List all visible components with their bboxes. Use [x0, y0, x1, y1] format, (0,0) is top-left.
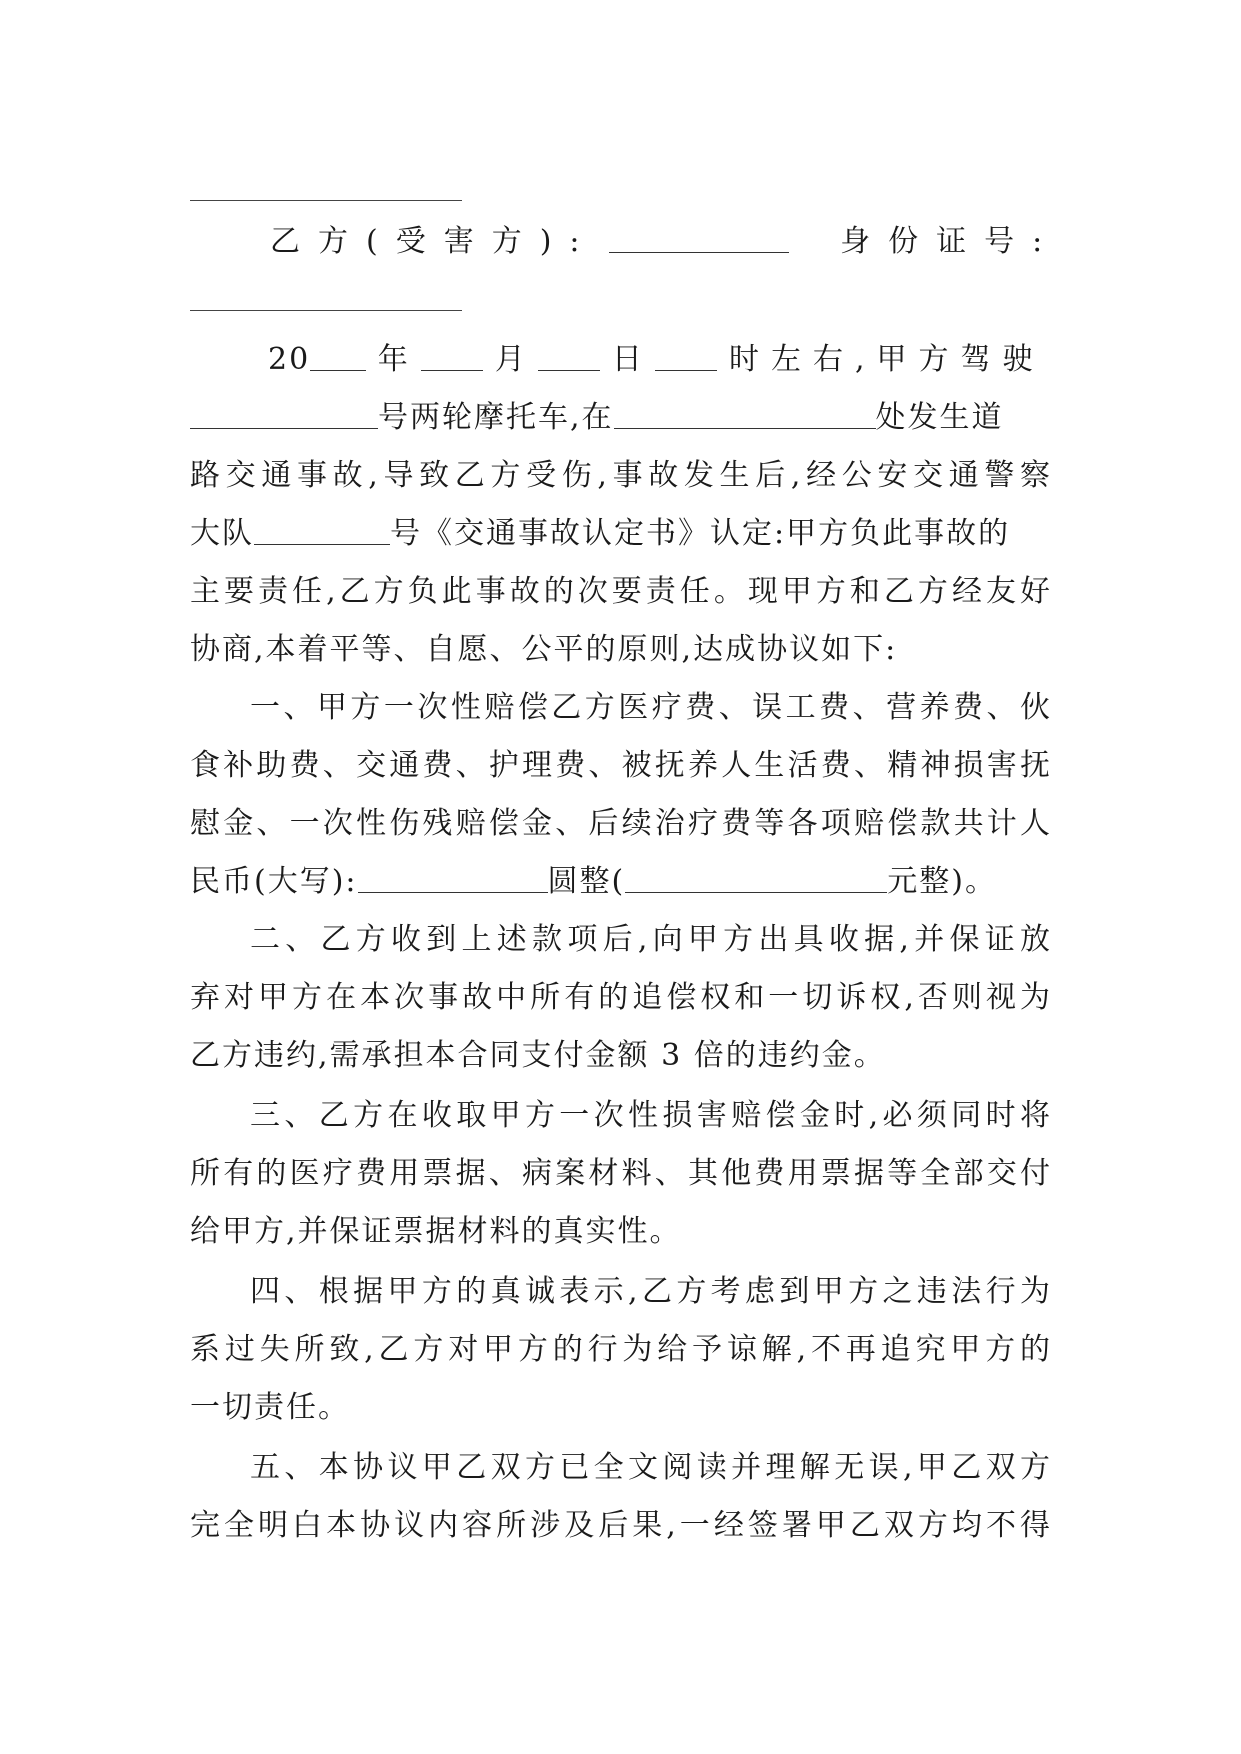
- intro-line-1: [268, 340, 1060, 380]
- vehicle-suffix: 号两轮摩托车,在: [378, 400, 614, 435]
- year-prefix: 20: [268, 342, 311, 377]
- day-label: 日: [611, 342, 644, 377]
- year-blank: [310, 342, 366, 371]
- party-b-name-blank: [609, 224, 789, 253]
- vehicle-number-blank: [190, 400, 378, 429]
- clause-1-line-1: 一、甲方一次性赔偿乙方医疗费、误工费、营养费、伙: [250, 690, 1052, 725]
- intro-line-5: 主要责任,乙方负此事故的次要责任。现甲方和乙方经友好: [190, 574, 1052, 609]
- time-suffix: 时左右,甲方驾驶: [729, 342, 1045, 377]
- month-label: 月: [494, 342, 527, 377]
- clause-3-line-1: 三、乙方在收取甲方一次性损害赔偿金时,必须同时将: [250, 1098, 1052, 1133]
- intro-line-4: [190, 514, 1052, 554]
- clause-3-line-3: 给甲方,并保证票据材料的真实性。: [190, 1214, 682, 1249]
- police-report-number-blank: [254, 516, 390, 545]
- clause-2-line-3: 乙方违约,需承担本合同支付金额 3 倍的违约金。: [190, 1038, 886, 1073]
- police-prefix: 大队: [190, 516, 254, 551]
- hour-blank: [655, 342, 717, 371]
- clause-1-line-4: [190, 862, 1070, 902]
- year-label: 年: [377, 342, 410, 377]
- clause-2-line-2: 弃对甲方在本次事故中所有的追偿权和一切诉权,否则视为: [190, 980, 1052, 1015]
- clause-4-line-3: 一切责任。: [190, 1390, 350, 1425]
- clause-4-line-1: 四、根据甲方的真诚表示,乙方考虑到甲方之违法行为: [250, 1274, 1052, 1309]
- party-b-label: 乙方(受害方):: [270, 224, 598, 259]
- party-b-id-blank: [190, 310, 462, 311]
- clause-3-line-2: 所有的医疗费用票据、病案材料、其他费用票据等全部交付: [190, 1156, 1052, 1191]
- clause-5-line-2: 完全明白本协议内容所涉及后果,一经签署甲乙双方均不得: [190, 1508, 1052, 1543]
- clause-5-line-1: 五、本协议甲乙双方已全文阅读并理解无误,甲乙双方: [250, 1450, 1052, 1485]
- intro-line-2: [190, 398, 1052, 438]
- clause-2-line-1: 二、乙方收到上述款项后,向甲方出具收据,并保证放: [250, 922, 1052, 957]
- place-suffix: 处发生道: [875, 400, 1004, 435]
- blank-line-top: [190, 200, 462, 201]
- intro-line-6: 协商,本着平等、自愿、公平的原则,达成协议如下:: [190, 632, 898, 667]
- party-b-line: [270, 222, 1062, 262]
- police-suffix: 号《交通事故认定书》认定:甲方负此事故的: [390, 516, 1011, 551]
- clause-1-line-2: 食补助费、交通费、护理费、被抚养人生活费、精神损害抚: [190, 748, 1052, 783]
- clause-1-line-3: 慰金、一次性伤残赔偿金、后续治疗费等各项赔偿款共计人: [190, 806, 1052, 841]
- amount-prefix: 民币(大写):: [190, 864, 358, 899]
- accident-place-blank: [614, 400, 876, 429]
- party-b-id-label: 身份证号:: [840, 224, 1061, 259]
- amount-suffix: 元整)。: [887, 864, 997, 899]
- month-blank: [421, 342, 483, 371]
- clause-4-line-2: 系过失所致,乙方对甲方的行为给予谅解,不再追究甲方的: [190, 1332, 1052, 1367]
- amount-words-blank: [358, 864, 548, 893]
- intro-line-3: 路交通事故,导致乙方受伤,事故发生后,经公安交通警察: [190, 458, 1052, 493]
- amount-figures-blank: [625, 864, 887, 893]
- day-blank: [538, 342, 600, 371]
- amount-middle: 圆整(: [547, 864, 626, 899]
